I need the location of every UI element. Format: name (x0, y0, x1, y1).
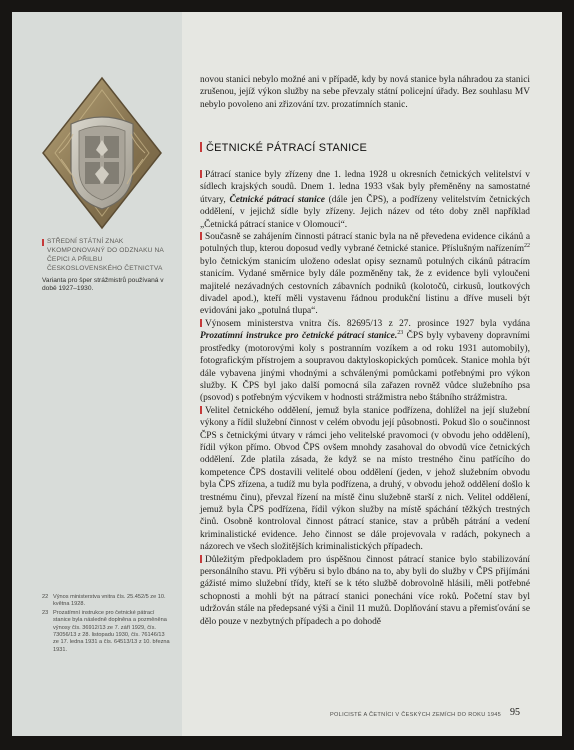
paragraph-2: Současně se zahájením činnosti pátrací stanic byla na ně převedena evidence cikánů a potulných tlup, kterou doposud vedly vybrané četnické stanice. Příslušným nařízením$^{22}$ bylo četnickým stanicím uloženo odeslat opisy seznamů potulných cikánů pátracím stanicím. Vydané směrnice byly dále pozměněny tak, že z evidence byli vyloučeni majitelé nezávadných cestovních zábavních podniků (kolotočů, cirkusů, loutkových divadel apod.), kteří měli vystavenu řádnou produkční listinu a dříve museli být evidováni jako „potulná tlupa“. (200, 232, 530, 317)
footnote-number: 23 (42, 609, 49, 616)
paragraph-marker (200, 232, 202, 240)
paragraph-3: Výnosem ministerstva vnitra čís. 82695/13 z 27. prosince 1927 byla vydána Prozatímní instrukce pro četnické pátrací stanice.$^{23}$ ČPS byly vybaveny dopravními prostředky (motorovými koly s postranním vozíkem a od roku 1931 automobily), fotografickým přístrojem a soupravou daktyloskopických pomůcek. Stanice mohla být dále vybavena jinými vhodnými a schválenými pomůckami potřebnými pro výkon služby. K ČPS byl jako další pomocná síla zařazen rovněž vůdce služebního psa (psovod) s potřebným výcvikem v hodnosti strážmistra nebo štábního strážmistra. (200, 318, 530, 404)
paragraph-marker (200, 170, 202, 178)
intro-paragraph: novou stanici nebylo možné ani v případě, kdy by nová stanice byla náhradou za stanici zrušenou, jejíž výkon služby na sebe převzaly státní policejní úřady. Bez souhlasu MV nebylo povoleno ani zřizování tzv. prozatímních stanic. (200, 75, 530, 110)
paragraph-4: Velitel četnického oddělení, jemuž byla stanice podřízena, dohlížel na její služební výkony a řídil služební činnost v celém obvodu její působnosti. Pokud šlo o součinnost ČPS s četnickými útvary v rámci jeho velitelské pravomoci (v obvodu jeho oddělení), řídil výkon přímo. Obvod ČPS ovšem mnohdy zasahoval do obvodů více četnických oddělení. Zde platila zásada, že když se na místo trestného činu patřícího do kompetence ČPS dostavili velitelé obou oddělení (jeden, v jehož služebním obvodu byla ČPS zřízena, a tudíž mu byla podřízena, a druhý, v obvodu jehož oddělení došlo k trestnému činu), převzal řízení na místě činu služebně starší z nich. Velitel oddělení, jemuž byla ČPS podřízena, řídil výkon služby na místě spáchání těžkých trestných činů. Osobně kontroloval činnost pátrací stanice, stav a průběh pátrání a vedení kriminalistické evidence. Jeho činnost se dále projevovala v radách, pokynech a názorech ve všech složitějších kriminalistických případech. (200, 405, 530, 553)
paragraph-marker (200, 555, 202, 563)
paragraph-marker (200, 406, 202, 414)
footnote-23 (42, 610, 170, 654)
footnotes (42, 594, 170, 655)
section-heading: ČETNICKÉ PÁTRACÍ STANICE (200, 142, 367, 154)
footnote-text: Výnos ministerstva vnitra čís. 25.452/5 ze 10. května 1928. (53, 594, 166, 608)
caption-title: STŘEDNÍ STÁTNÍ ZNAK VKOMPONOVANÝ DO ODZNAKU NA ČEPICI A PŘILBU ČESKOSLOVENSKÉHO ČETNICTVA (42, 238, 170, 274)
section-body (200, 169, 530, 628)
footnote-number: 22 (42, 594, 49, 600)
figure-caption (42, 238, 170, 294)
paragraph-marker (200, 319, 202, 327)
intro-text (200, 74, 530, 111)
book-page (12, 12, 562, 736)
emphasis-term: Četnické pátrací stanice (229, 194, 325, 205)
emphasis-term: Prozatímní instrukce pro četnické pátrací stanice. (200, 331, 398, 342)
page-number: 95 (510, 707, 520, 718)
state-emblem-badge-photo (39, 74, 165, 232)
footnote-ref: 23 (397, 330, 404, 337)
paragraph-1: Pátrací stanice byly zřízeny dne 1. ledna 1928 u okresních četnických velitelství v sídlech krajských soudů. Dnem 1. ledna 1933 však byly přeměněny na samostatné útvary, Četnické pátrací stanice (dále jen ČPS), a podřízeny velitelstvím četnických oddělení, v jejichž sídle byly zřízeny. Jejich název od této doby zněl například „Četnická pátrací stanice v Olomouci“. (200, 170, 530, 230)
paragraph-5: Důležitým předpokladem pro úspěšnou činnost pátrací stanice bylo stabilizování personálního stavu. Při výběru si bylo dbáno na to, aby byli do služby v ČPS přijímáni gážisté mimo služební třídy, kteří se k této službě dobrovolně hlásili, měli potřebné schopnosti a mohli být na pátrací stanici ponecháni více roků. Početní stav byl udržován stále na předepsané výši a činil 11 mužů. Doplňování stavu a přemisťování se dělo pouze v nezbytných případech a po dohodě (200, 554, 530, 627)
running-footer: POLICISTÉ A ČETNÍCI V ČESKÝCH ZEMÍCH DO ROKU 1945 (330, 712, 502, 718)
footnote-ref: 22 (524, 243, 530, 250)
footnote-text: Prozatímní instrukce pro četnické pátrací stanice byla následně doplněna a pozměněna výnosy čís. 36912/13 ze 7. září 1929, čís. 73056/13 z 28. listopadu 1930, čís. 76146/13 ze 17. ledna 1931 a čís. 64513/13 z 10. března 1931. (53, 609, 170, 653)
caption-text: Varianta pro šper strážmistrů používaná v době 1927–1930. (42, 276, 164, 293)
footnote-22 (42, 594, 170, 609)
